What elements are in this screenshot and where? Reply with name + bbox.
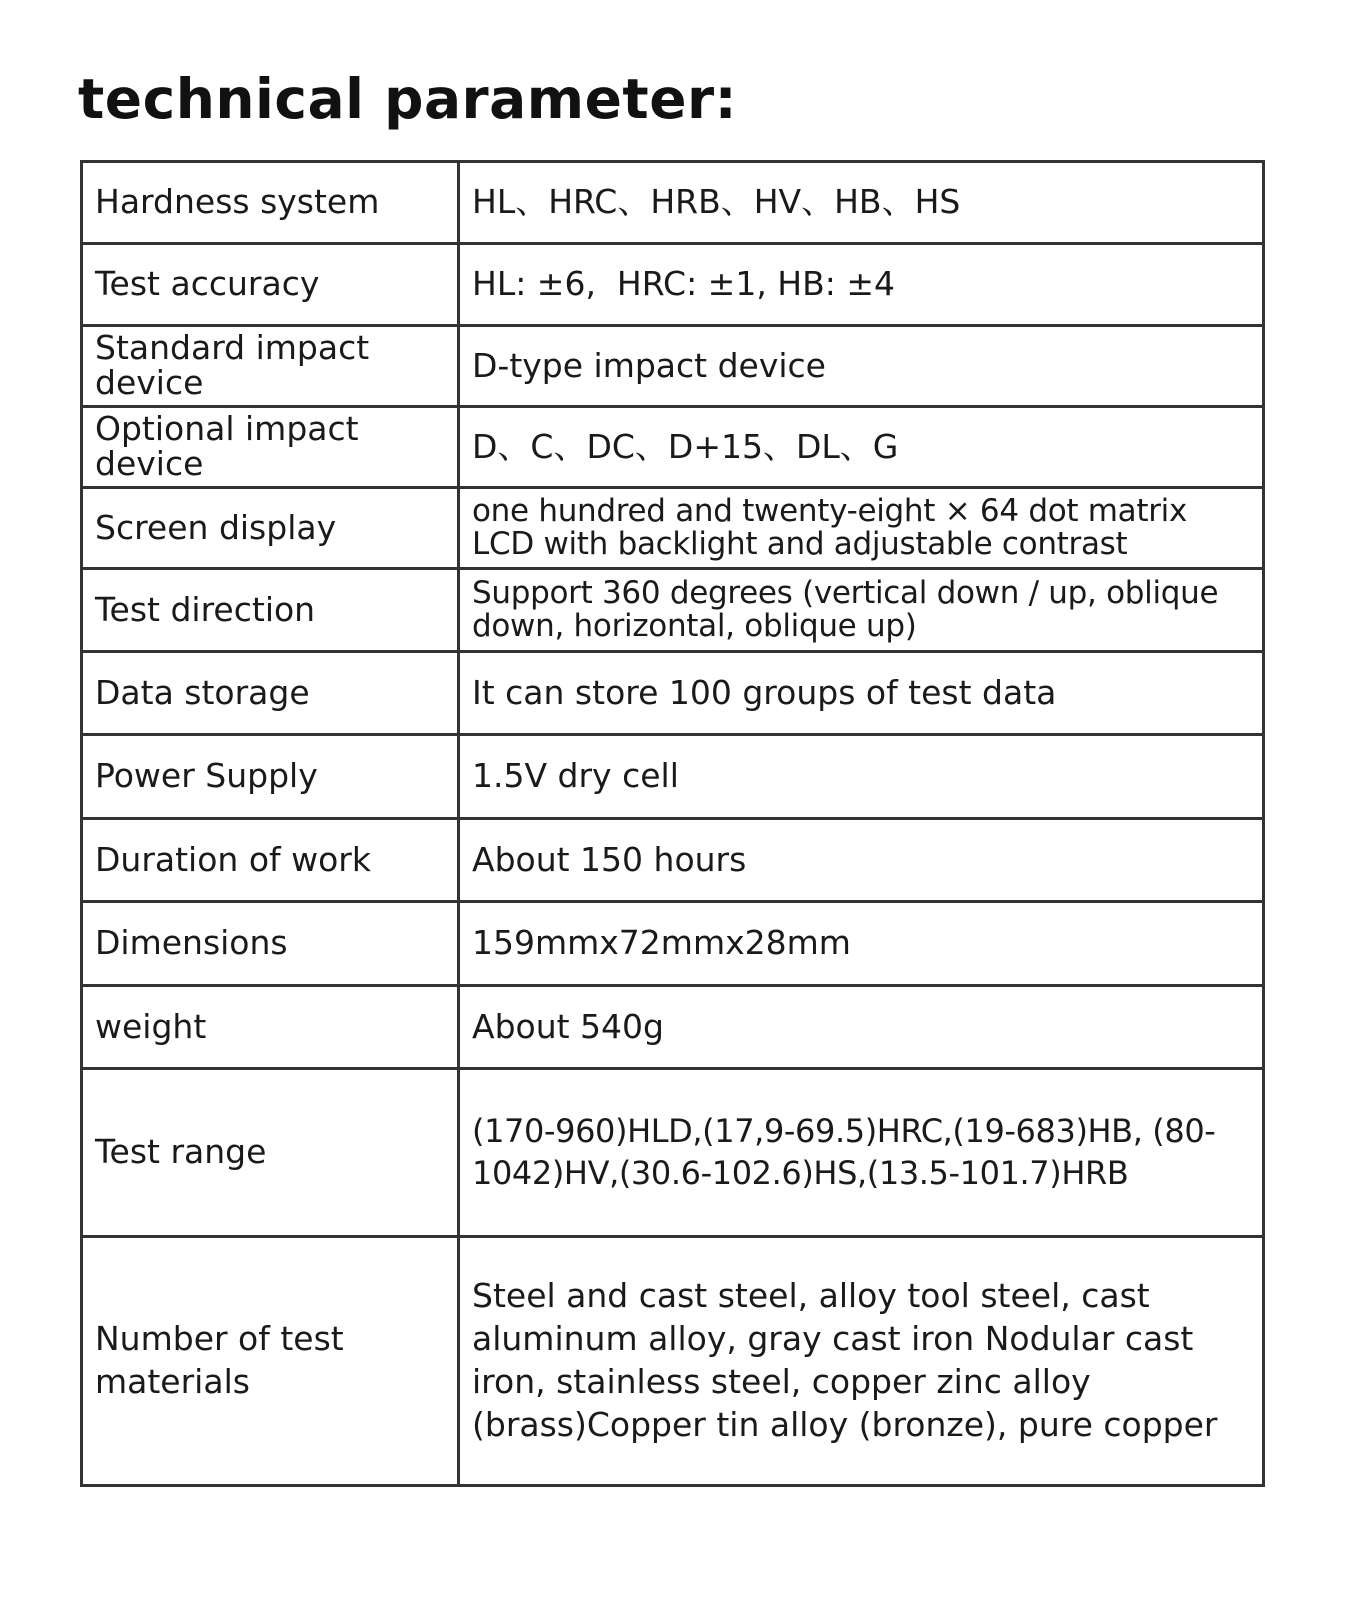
parameter-label: Test direction — [82, 569, 459, 652]
table-row — [82, 407, 1264, 488]
parameter-label: Number of test materials — [82, 1237, 459, 1486]
technical-parameter-table — [80, 160, 1265, 1487]
parameter-label: Duration of work — [82, 819, 459, 902]
table-row — [82, 902, 1264, 986]
parameter-value: Support 360 degrees (vertical down / up, oblique down, horizontal, oblique up) — [459, 569, 1264, 652]
parameter-value: HL、HRC、HRB、HV、HB、HS — [459, 162, 1264, 244]
table-row — [82, 488, 1264, 569]
parameter-value: D-type impact device — [459, 326, 1264, 407]
page-title: technical parameter: — [78, 67, 738, 131]
parameter-value: (170-960)HLD,(17,9-69.5)HRC,(19-683)HB, (80-1042)HV,(30.6-102.6)HS,(13.5-101.7)HRB — [459, 1069, 1264, 1237]
table-row — [82, 819, 1264, 902]
table-row — [82, 569, 1264, 652]
parameter-label: Optional impact device — [82, 407, 459, 488]
table-row — [82, 986, 1264, 1069]
parameter-label: Data storage — [82, 652, 459, 735]
table-row — [82, 1069, 1264, 1237]
parameter-value: HL: ±6, HRC: ±1, HB: ±4 — [459, 244, 1264, 326]
table-row — [82, 735, 1264, 819]
parameter-label: Screen display — [82, 488, 459, 569]
table-row — [82, 1237, 1264, 1486]
parameter-value: Steel and cast steel, alloy tool steel, cast aluminum alloy, gray cast iron Nodular cast iron, stainless steel, copper zinc alloy (brass)Copper tin alloy (bronze), pure copper — [459, 1237, 1264, 1486]
parameter-label: Dimensions — [82, 902, 459, 986]
parameter-value: one hundred and twenty-eight × 64 dot matrix LCD with backlight and adjustable contrast — [459, 488, 1264, 569]
parameter-value: D、C、DC、D+15、DL、G — [459, 407, 1264, 488]
parameter-label: Standard impact device — [82, 326, 459, 407]
parameter-label: weight — [82, 986, 459, 1069]
parameter-value: 1.5V dry cell — [459, 735, 1264, 819]
table-row — [82, 162, 1264, 244]
parameter-label: Power Supply — [82, 735, 459, 819]
parameter-value: 159mmx72mmx28mm — [459, 902, 1264, 986]
parameter-value: About 150 hours — [459, 819, 1264, 902]
table-row — [82, 244, 1264, 326]
parameter-value: About 540g — [459, 986, 1264, 1069]
parameter-label: Hardness system — [82, 162, 459, 244]
table-row — [82, 326, 1264, 407]
parameter-value: It can store 100 groups of test data — [459, 652, 1264, 735]
parameter-label: Test accuracy — [82, 244, 459, 326]
parameter-label: Test range — [82, 1069, 459, 1237]
table-row — [82, 652, 1264, 735]
